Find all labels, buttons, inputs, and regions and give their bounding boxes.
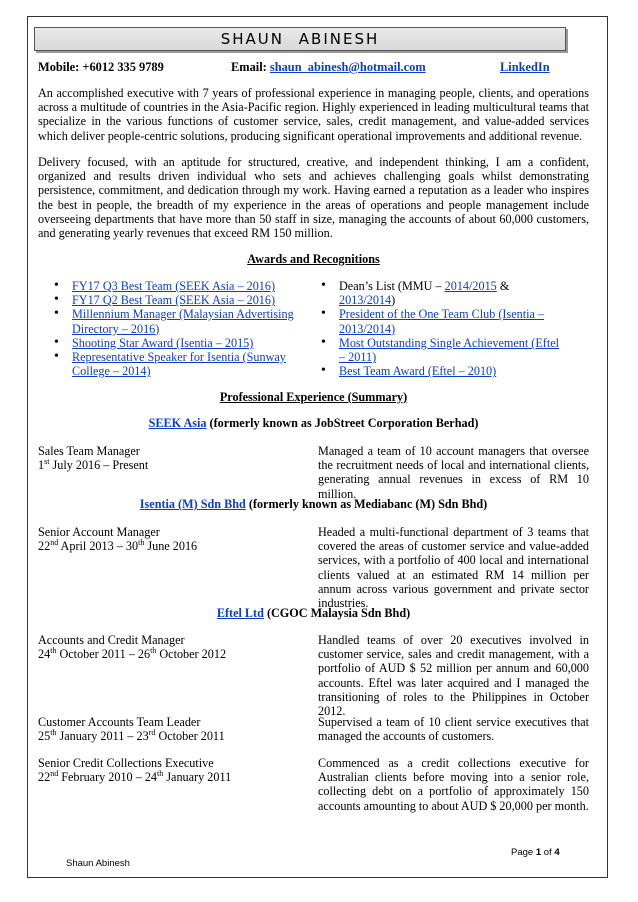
company-suffix: (formerly known as Mediabanc (M) Sdn Bhd) [245,497,488,511]
job-description: Managed a team of 10 account managers that oversee the recruitment needs of local and international clients, generating annual revenues in excess of RM 10 million. [318,444,589,501]
job-entry [38,715,308,743]
awards-right-list [315,279,567,378]
job-entry [38,756,308,784]
company-link[interactable]: Isentia (M) Sdn Bhd [139,497,246,511]
award-link[interactable]: FY17 Q3 Best Team (SEEK Asia – 2016) [72,279,276,293]
award-text: & [496,279,510,293]
company-heading [38,606,589,620]
job-title: Customer Accounts Team Leader [38,715,201,729]
award-item [315,336,567,364]
job-entry [38,525,308,553]
award-link[interactable]: 2013/2014 [339,293,392,308]
award-item [315,364,567,378]
job-entry [38,444,308,472]
job-description: Handled teams of over 20 executives involved in customer service, sales and credit management, with a portfolio of AUD $ 52 million per annum and 60,000 accounts. Eftel was later acquired and I managed the transitioning of roles to the Philippines in October 2012. [318,633,589,719]
job-title: Senior Account Manager [38,525,160,539]
company-link[interactable]: Eftel Ltd [216,606,264,620]
experience-heading: Professional Experience (Summary) [219,390,408,404]
job-description: Supervised a team of 10 client service executives that managed the accounts of customers. [318,715,589,744]
job-description: Headed a multi-functional department of 3 teams that covered the areas of customer service and value-added services, with a portfolio of 400 local and international clients valued at an estimated RM 14 million per annum across various government and private sector industries. [318,525,589,611]
name-banner [34,27,566,51]
award-link[interactable]: FY17 Q2 Best Team (SEEK Asia – 2016) [72,293,276,308]
email-link[interactable]: shaun_abinesh@hotmail.com [269,60,426,74]
award-link[interactable]: Millennium Manager (Malaysian Advertising Directory – 2016) [72,307,294,336]
mobile: Mobile: +6012 335 9789 [38,60,164,74]
company-suffix: (formerly known as JobStreet Corporation Berhad) [206,416,479,430]
award-item [48,279,296,293]
linkedin-link[interactable]: LinkedIn [500,60,550,74]
award-link[interactable]: Best Team Award (Eftel – 2010) [339,364,497,379]
award-item [315,279,567,307]
company-heading [38,497,589,511]
company-heading [38,416,589,430]
job-dates: 24th October 2011 – 26th October 2012 [38,646,227,662]
job-dates: 25th January 2011 – 23rd October 2011 [38,728,225,744]
awards-heading: Awards and Recognitions [247,252,380,266]
award-link[interactable]: President of the One Team Club (Isentia – 2013/2014) [339,307,545,336]
job-description: Commenced as a credit collections executive for Australian clients before moving into a senior role, collecting debt on a portfolio of approximately 150 accounts amounting to about AUD $ 20,000 per month. [318,756,589,813]
footer-name: Shaun Abinesh [66,858,130,869]
award-text: Dean’s List (MMU – [339,279,445,293]
company-suffix: (CGOC Malaysia Sdn Bhd) [263,606,411,620]
candidate-name: SHAUN ABINESH [220,30,380,48]
page-number: Page 1 of 4 [511,847,560,858]
award-item [48,293,296,307]
award-item [48,336,296,350]
award-item [48,307,296,335]
award-link[interactable]: Representative Speaker for Isentia (Sunway College – 2014) [72,350,286,379]
award-link[interactable]: Most Outstanding Single Achievement (Eftel – 2011) [339,335,560,365]
job-entry [38,633,308,661]
award-text: ) [391,293,396,308]
award-link[interactable]: Shooting Star Award (Isentia – 2015) [72,335,254,350]
award-link[interactable]: 2014/2015 [444,279,497,293]
award-item [315,307,567,335]
job-dates: 22nd February 2010 – 24th January 2011 [38,769,232,785]
job-title: Accounts and Credit Manager [38,633,185,647]
job-title: Sales Team Manager [38,444,140,458]
summary-paragraph-1: An accomplished executive with 7 years of professional experience in managing people, clients, and operations across a multitude of countries in the Asia-Pacific region. Highly experienced in leading multicultural teams that specialize in the various functions of customer service, sales, credit management, and value-added services which deliver people-centric solutions, producing significant operational improvements and additional revenue. [38,86,589,143]
company-link[interactable]: SEEK Asia [148,416,207,430]
email-row [231,60,426,74]
awards-left-list [48,279,296,378]
award-item [48,350,296,378]
job-title: Senior Credit Collections Executive [38,756,214,770]
job-dates: 1st July 2016 – Present [38,457,149,473]
summary-paragraph-2: Delivery focused, with an aptitude for structured, creative, and independent thinking, I am a confident, organized and results driven individual who sets and achieves challenging goals whilst demonstrating persistence, commitment, and dedication through my work. Having earned a reputation as a leader who inspires the best in people, the breadth of my experience in the areas of operations and people management include overseeing departments that have more than 50 staff in size, managing the accounts of about 60,000 customers, and generating yearly revenues that exceed RM 150 million. [38,155,589,241]
email-label: Email: [231,60,270,74]
job-dates: 22nd April 2013 – 30th June 2016 [38,538,198,554]
